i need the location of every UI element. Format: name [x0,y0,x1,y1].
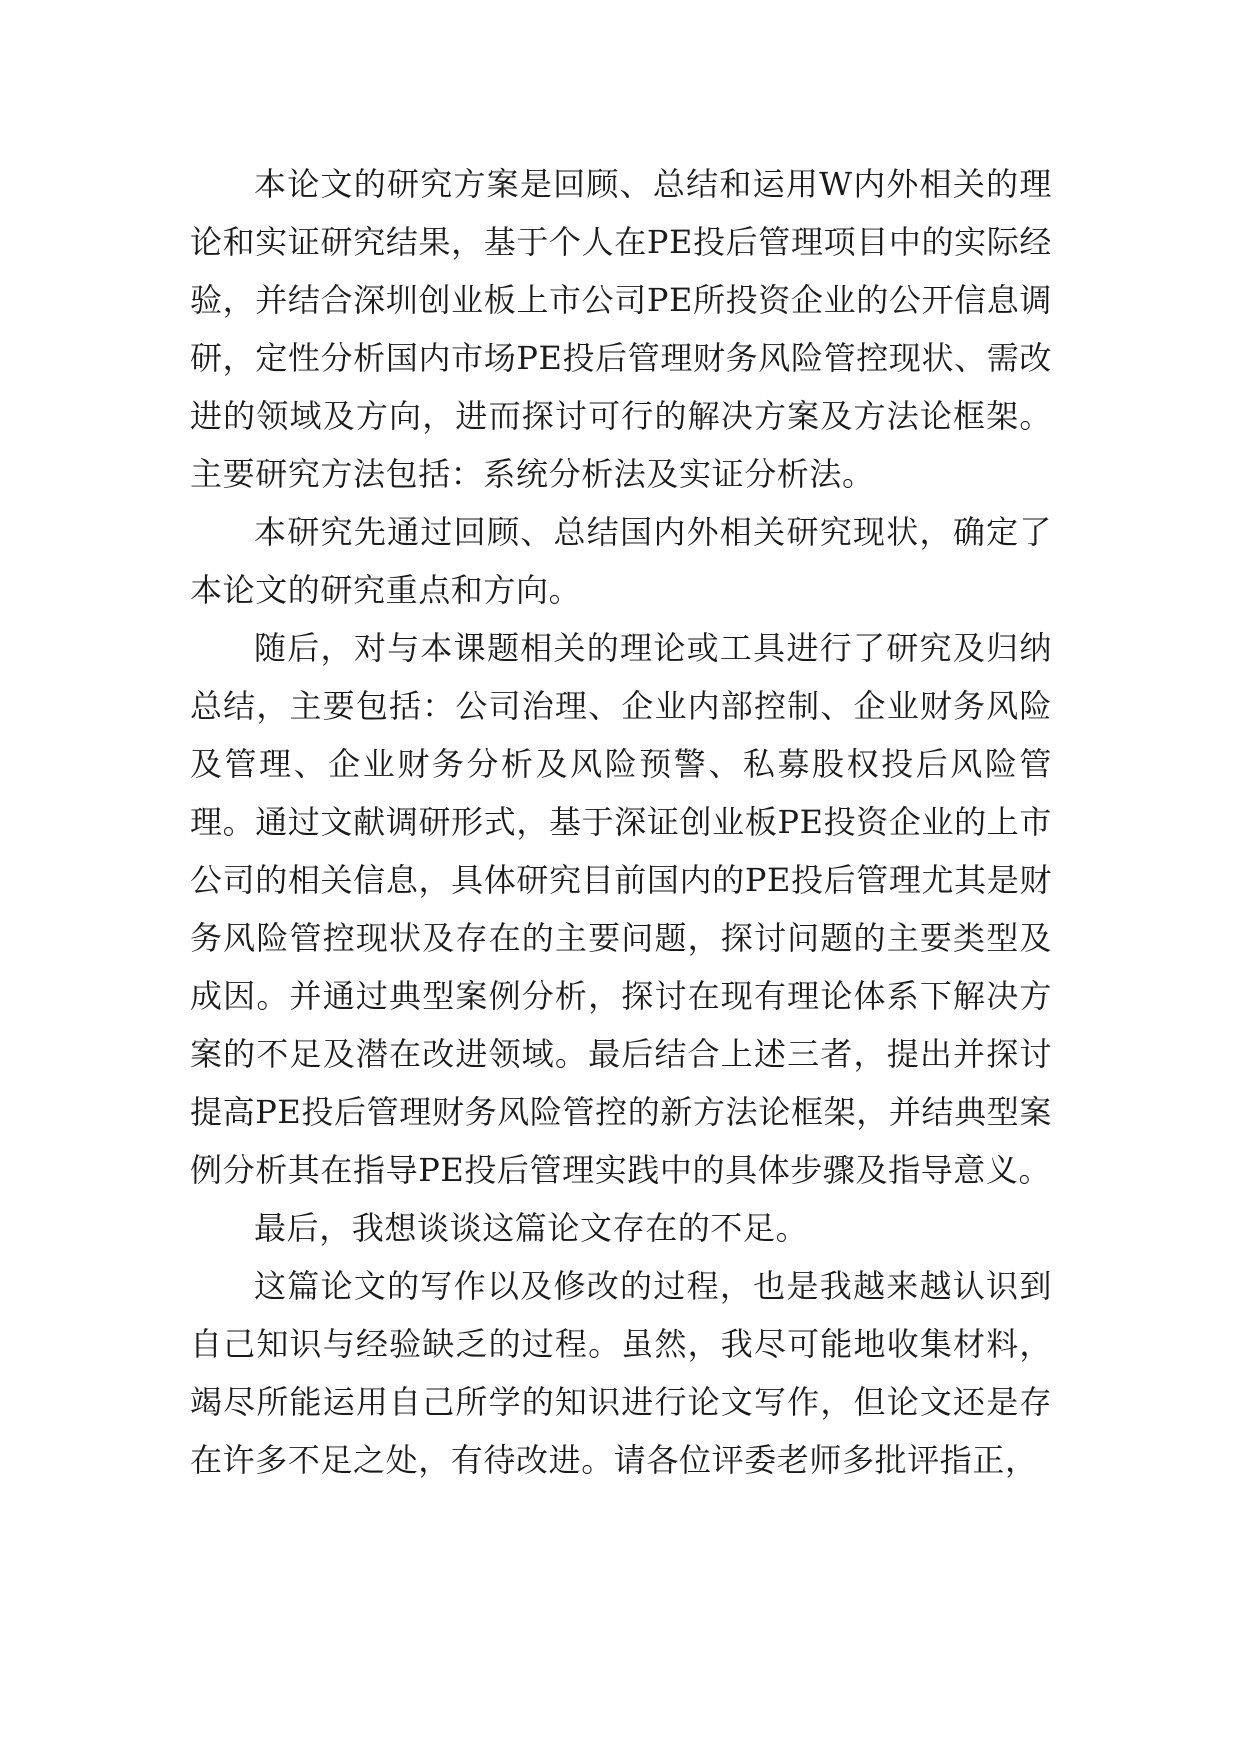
paragraph-research-plan: 本论文的研究方案是回顾、总结和运用W内外相关的理论和实证研究结果，基于个人在PE投后管理项目中的实际经验，并结合深圳创业板上市公司PE所投资企业的公开信息调研，定性分析国内市场PE投后管理财务风险管控现状、需改进的领域及方向，进而探讨可行的解决方案及方法论框架。主要研究方法包括：系统分析法及实证分析法。 [190,165,1052,493]
paragraph-literature-review: 本研究先通过回顾、总结国内外相关研究现状，确定了本论文的研究重点和方向。 [190,513,1052,609]
paragraph-shortcomings-intro: 最后，我想谈谈这篇论文存在的不足。 [254,1209,809,1247]
paragraph-shortcomings-detail: 这篇论文的写作以及修改的过程，也是我越来越认识到自己知识与经验缺乏的过程。虽然，我尽可能地收集材料，竭尽所能运用自己所学的知识进行论文写作，但论文还是存在许多不足之处，有待改进。请各位评委老师多批评指正， [190,1267,1052,1479]
paragraph-research-process: 随后，对与本课题相关的理论或工具进行了研究及归纳总结，主要包括：公司治理、企业内部控制、企业财务风险及管理、企业财务分析及风险预警、私募股权投后风险管理。通过文献调研形式，基于深证创业板PE投资企业的上市公司的相关信息，具体研究目前国内的PE投后管理尤其是财务风险管控现状及存在的主要问题，探讨问题的主要类型及成因。并通过典型案例分析，探讨在现有理论体系下解决方案的不足及潜在改进领域。最后结合上述三者，提出并探讨提高PE投后管理财务风险管控的新方法论框架，并结典型案例分析其在指导PE投后管理实践中的具体步骤及指导意义。 [190,629,1052,1189]
body-text [190,155,1052,1489]
